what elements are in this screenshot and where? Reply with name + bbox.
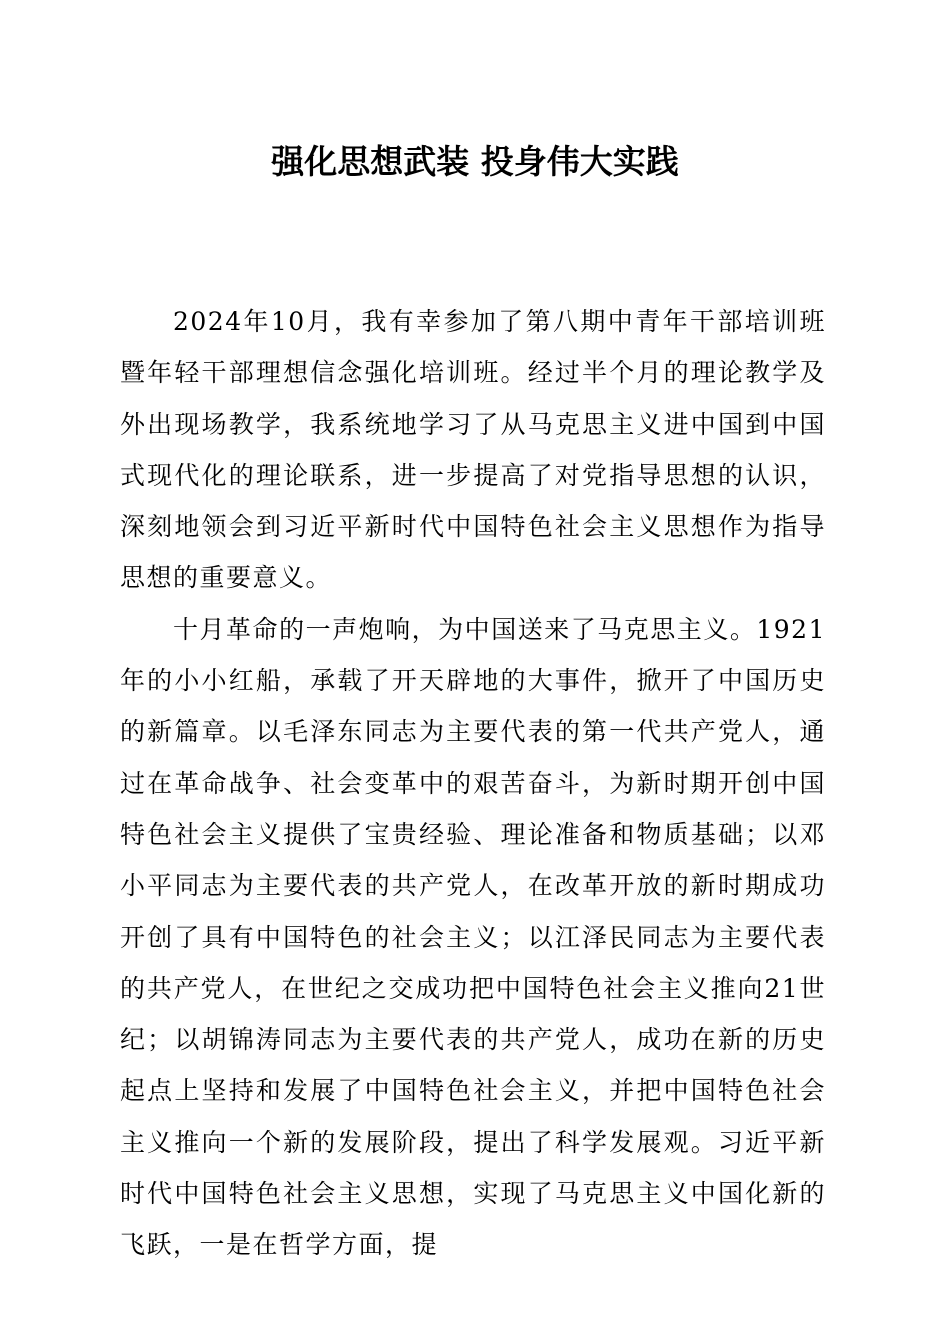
document-title: 强化思想武装 投身伟大实践 bbox=[271, 142, 679, 181]
paragraph-2: 十月革命的一声炮响，为中国送来了马克思主义。1921年的小小红船，承载了开天辟地的大事件，掀开了中国历史的新篇章。以毛泽东同志为主要代表的第一代共产党人，通过在革命战争、社会变革中的艰苦奋斗，为新时期开创中国特色社会主义提供了宝贵经验、理论准备和物质基础；以邓小平同志为主要代表的共产党人，在改革开放的新时期成功开创了具有中国特色的社会主义；以江泽民同志为主要代表的共产党人，在世纪之交成功把中国特色社会主义推向21世纪；以胡锦涛同志为主要代表的共产党人，成功在新的历史起点上坚持和发展了中国特色社会主义，并把中国特色社会主义推向一个新的发展阶段，提出了科学发展观。习近平新时代中国特色社会主义思想，实现了马克思主义中国化新的飞跃，一是在哲学方面，提 bbox=[120, 614, 826, 1260]
paragraph-1: 2024年10月，我有幸参加了第八期中青年干部培训班暨年轻干部理想信念强化培训班。经过半个月的理论教学及外出现场教学，我系统地学习了从马克思主义进中国到中国式现代化的理论联系，进一步提高了对党指导思想的认识，深刻地领会到习近平新时代中国特色社会主义思想作为指导思想的重要意义。 bbox=[120, 307, 826, 593]
document-body bbox=[120, 296, 826, 1271]
